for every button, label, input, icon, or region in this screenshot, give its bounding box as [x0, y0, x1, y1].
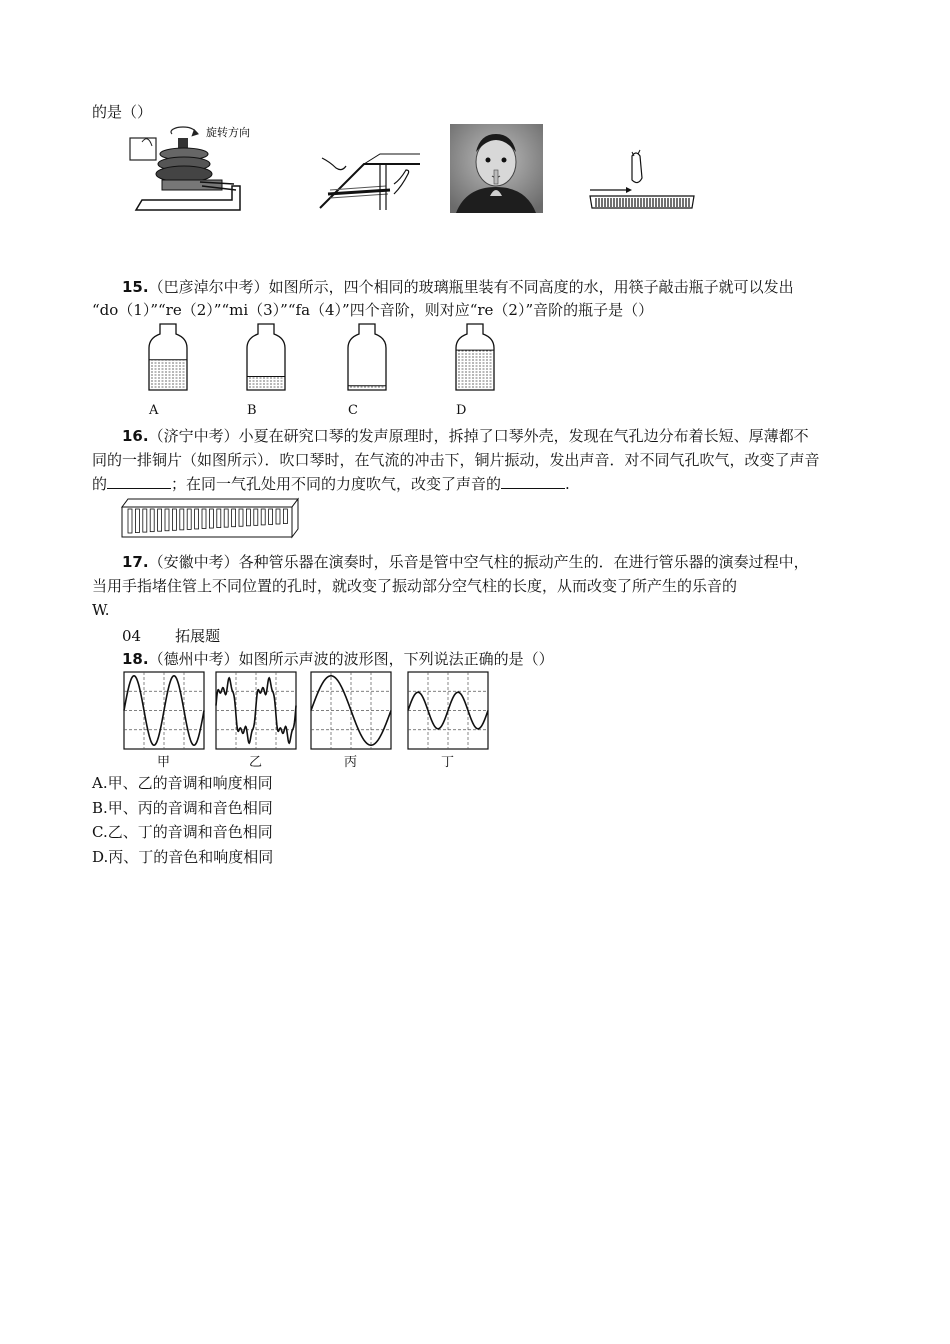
bottle-label-c: C [348, 403, 358, 418]
rotate-direction-label: 旋转方向 [206, 126, 250, 139]
option-a[interactable]: A.甲、乙的音调和响度相同 [92, 774, 273, 792]
ruler-table-figure [316, 150, 420, 214]
bottle-b [246, 322, 286, 392]
question-17-text-2: 当用手指堵住管上不同位置的孔时，就改变了振动部分空气柱的长度，从而改变了所产生的乐音的 [92, 577, 738, 595]
option-c[interactable]: C.乙、丁的音调和音色相同 [92, 823, 273, 841]
question-16-text-2: 同的一排铜片（如图所示）．吹口琴时，在气流的冲击下，铜片振动，发出声音．对不同气孔吹气，改变了声音 [92, 451, 820, 469]
question-15-text-1: （巴彦淖尔中考）如图所示，四个相同的玻璃瓶里装有不同高度的水，用筷子敲击瓶子就可以发出 [148, 278, 794, 296]
waveform-3 [311, 672, 391, 749]
option-d[interactable]: D.丙、丁的音色和响度相同 [92, 848, 274, 866]
waveform-4 [408, 672, 488, 749]
question-15-text-2: “do（1）”“re（2）”“mi（3）”“fa（4）”四个音阶，则对应“re（2）”音阶的瓶子是（） [92, 301, 654, 319]
question-17-number: 17. [122, 553, 149, 571]
boy-photo [450, 124, 543, 213]
question-16-line-1 [122, 425, 809, 447]
bottle-label-b: B [247, 403, 257, 418]
question-15-number: 15. [122, 278, 149, 296]
answer-blank-1[interactable] [107, 474, 171, 489]
bottle-c [347, 322, 387, 392]
section-title: 拓展题 [175, 627, 221, 645]
question-16-text-3b: ；在同一气孔处用不同的力度吹气，改变了声音的 [171, 475, 502, 493]
waveform-label-3: 丙 [344, 755, 358, 770]
section-number: 04 [122, 627, 142, 645]
question-16-number: 16. [122, 427, 149, 445]
gear-siren-figure [122, 124, 250, 212]
waveform-label-2: 乙 [249, 755, 263, 770]
bottle-a [148, 322, 188, 392]
question-16-text-1: （济宁中考）小夏在研究口琴的发声原理时，拆掉了口琴外壳，发现在气孔边分布着长短、厚薄都不 [148, 427, 809, 445]
question-17-text-1: （安徽中考）各种管乐器在演奏时，乐音是管中空气柱的振动产生的．在进行管乐器的演奏过程中， [148, 553, 809, 571]
waveform-label-1: 甲 [157, 755, 171, 770]
waveform-2 [216, 672, 296, 749]
question-18-number: 18. [122, 650, 149, 668]
comb-figure [586, 150, 698, 214]
bottle-d [455, 322, 495, 392]
bottle-label-a: A [149, 403, 159, 418]
question-17-text-3: W. [92, 601, 110, 619]
waveform-label-4: 丁 [441, 755, 455, 770]
question-16-text-3a: 的 [92, 475, 108, 493]
option-b[interactable]: B.甲、丙的音调和音色相同 [92, 799, 273, 817]
question-16-line-3 [92, 473, 570, 495]
question-18-stem: （德州中考）如图所示声波的波形图，下列说法正确的是（） [148, 650, 554, 668]
question-18-line-1 [122, 648, 554, 670]
bottle-label-d: D [456, 403, 467, 418]
harmonica-reeds-figure [120, 497, 300, 541]
q14-tail: 的是（） [92, 103, 153, 121]
question-16-text-3c: . [565, 475, 570, 493]
waveform-1 [124, 672, 204, 749]
section-heading [122, 625, 220, 647]
answer-blank-2[interactable] [501, 474, 565, 489]
question-17-line-1 [122, 551, 809, 573]
question-15-line-1 [122, 276, 794, 298]
